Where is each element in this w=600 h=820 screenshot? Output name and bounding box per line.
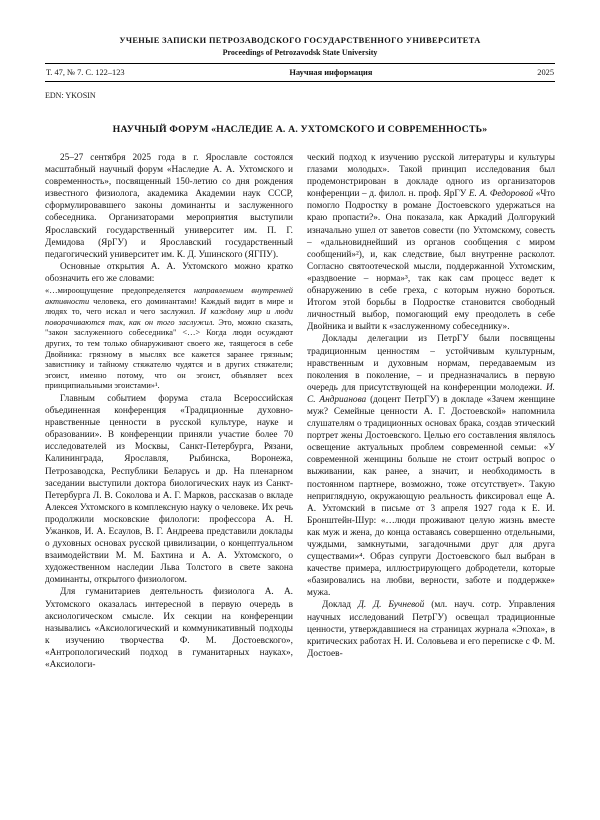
paragraph (45, 393, 293, 587)
paragraph (307, 152, 555, 333)
paragraph (307, 333, 555, 599)
article-title: НАУЧНЫЙ ФОРУМ «НАСЛЕДИЕ А. А. УХТОМСКОГО И СОВРЕМЕННОСТЬ» (112, 124, 488, 135)
body-text: Для гуманитариев деятельность физиолога А. А. Ухтомского оказалась интересной в первую очередь в аксиологическом смысле. Их секции на конференции назывались «Аксиологический и коммуникативный подходы к изучению творчества Ф. М. Достоевского», «Антропологический подход в гуманитарных науках», «Аксиологи- (45, 587, 293, 671)
body-text: человека, его доминантами! Каждый видит в мире и людях то, чего искал и чего заслужил. (45, 296, 293, 317)
journal-title-ru: УЧЕНЫЕ ЗАПИСКИ ПЕТРОЗАВОДСКОГО ГОСУДАРСТВЕННОГО УНИВЕРСИТЕТА (119, 36, 481, 45)
paragraph (45, 586, 293, 671)
article-body (45, 152, 555, 671)
volume-pages: Т. 47, № 7. С. 122–123 (46, 68, 125, 77)
block-quote (45, 286, 293, 392)
journal-title-en: Proceedings of Petrozavodsk State University (222, 48, 378, 57)
body-text: 25–27 сентября 2025 года в г. Ярославле состоялся масштабный научный форум «Наследие А. А. Ухтомского и современность», посвященный 150-летию со дня рождения известного физиолога, академика Академии наук СССР, сформулировавшего законы доминанты и заслуженного собеседника. Организаторами мероприятия выступили Ярославский государственный университет им. П. Г. Демидова (ЯрГУ) и Ярославский государственный педагогический университет им. К. Д. Ушинского (ЯГПУ). (45, 153, 293, 260)
italic-text: направлением внутренней активности (45, 286, 293, 306)
paragraph (45, 152, 293, 261)
body-text: Основные открытия А. А. Ухтомского можно кратко обозначить его же словами: (45, 261, 293, 284)
paragraph (45, 261, 293, 285)
issue-year: 2025 (537, 68, 554, 77)
right-column (307, 152, 555, 671)
body-text: ческий подход к изучению русской литературы и культуры глазами молодых». Такой принцип исследования был продемонстрирован в докладе одного из организаторов конференции – д. филол. н. проф. ЯрГУ (307, 153, 555, 200)
italic-text: Д. Д. Бучневой (357, 600, 425, 611)
header-divider-bottom (45, 81, 555, 82)
body-text: Это, можно сказать, "закон заслуженного собеседника" <…> Когда люди осуждают других, то тем только обнаруживают своего же, таящегося в себе Двойника: грязному в мыслях все кажется заранее грязным; завистнику и тайному стяжателю чудятся и в других стяжатели; эгоист, именно потому, что он эгоист, объявляет всех принципиальными эгоистами»¹. (45, 317, 293, 391)
paragraph (307, 599, 555, 659)
italic-text: И. С. Андрианова (307, 382, 555, 405)
body-text: «Что помогло Подростку в романе Достоевского удержаться на краю пропасти?». Она показала, как Аркадий Долгорукий изначально ушел от заветов совести (по Ухтомскому, совесть – «дальновиднейший из органов сообщения с миром сообщений»²), и, как следствие, был внутренне расколот. Согласно святоотеческой мысли, поддержанной Ухтомским, «раздвоение – норма»³, так как сам процесс ведет к обнаружению в себе греха, с которым нужно бороться. Итогом этой борьбы в Подростке становится свободный личностный выбор, помогающий ему преодолеть в себе Двойника и выйти к «заслуженному собеседнику». (307, 189, 555, 333)
edn-code: EDN: YKOSIN (45, 91, 96, 100)
body-text: (доцент ПетрГУ) в докладе «Зачем женщине муж? Семейные ценности А. Г. Достоевской» напомнила слушателям о традиционных основах брака, создав этический портрет жены Достоевского. Целью его составления являлось освещение актуальных проблем современной семьи: «У современной женщины больше не стоит острый вопрос о выживании, как ранее, а значит, и необходимость в постоянном партнере, возможно, тоже отсутствует». Такую неприглядную, окружающую реальность фиксировал еще А. А. Ухтомский в письме от 3 апреля 1927 года к Е. И. Бронштейн-Шур: «…люди проживают целую жизнь вместе как муж и жена, до конца оставаясь совершенно отдельными, чуждыми, замкнутыми, загадочными друг для друга существами»⁴. Образ супруги Достоевского был выбран в качестве примера, иллюстрирующего добродетели, которые «базировались на любви, верности, заботе и поддержке» мужа. (307, 394, 556, 599)
issue-info-row (45, 64, 555, 81)
body-text: Доклады делегации из ПетрГУ были посвящены традиционным ценностям – устойчивым культурным, нравственным и духовным нормам, передаваемым из поколения в поколение, – и предназначались в первую очередь для присутствующей на конференции молодежи. (307, 334, 555, 393)
left-column (45, 152, 293, 671)
body-text: «…мироощущение предопределяется (45, 286, 194, 296)
body-text: Доклад (322, 600, 358, 611)
section-label: Научная информация (289, 68, 373, 77)
body-text: Главным событием форума стала Всероссийская объединенная конференция «Традиционные духовно-нравственные ценности в русской культуре, науке и образовании». В конференции приняли участие более 70 исследователей из Москвы, Санкт-Петербурга, Рязани, Калининграда, Ярославля, Рыбинска, Воронежа, Петрозаводска, Республики Беларусь и др. На пленарном заседании выступили доктора биологических наук из Санкт-Петербурга Л. В. Соколова и А. Г. Марков, рассказав о вкладе Алексея Ухтомского в комплексную науку о человеке. Их речь продолжили московские филологи: профессора А. Н. Ужанков, И. А. Есаулов, В. Г. Андреева представили доклады о духовных основах русской цивилизации, о концептуальном взаимодействии М. М. Бахтина и А. А. Ухтомского, о художественном наследии Льва Толстого в свете закона доминанты, открытого физиологом. (45, 393, 293, 586)
body-text: (мл. науч. сотр. Управления научных исследований ПетрГУ) освещал традиционные ценности, утверждавшиеся на страницах журнала «Эпоха», в критических работах Н. И. Соловьева и его переписке с Ф. М. Достоев- (307, 600, 555, 659)
italic-text: Е. А. Федоровой (468, 189, 534, 200)
italic-text: И каждому мир и люди поворачиваются так, как он того заслужил. (45, 307, 293, 327)
